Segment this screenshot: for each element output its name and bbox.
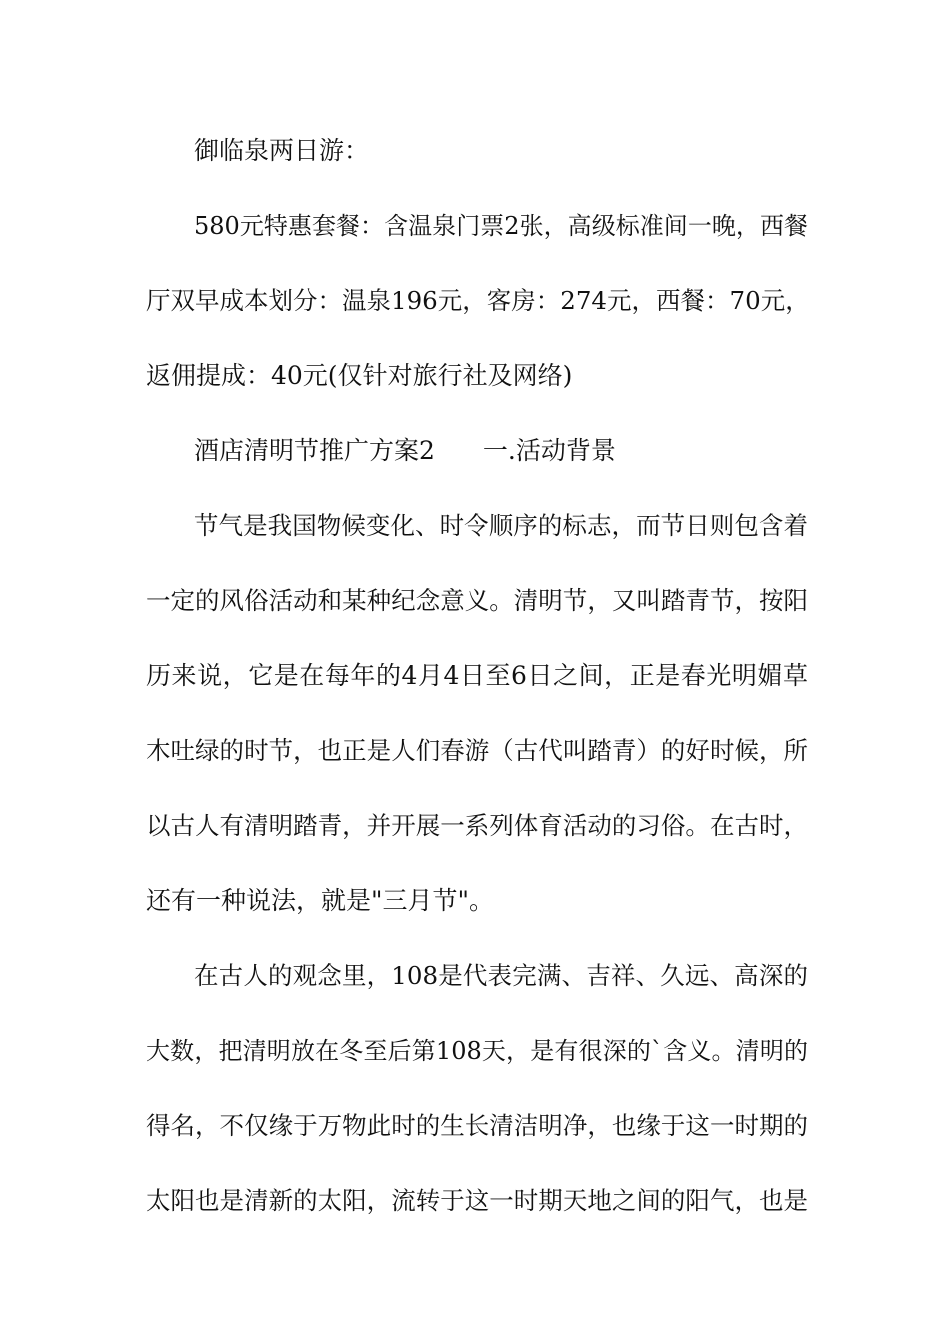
text-line: 太阳也是清新的太阳，流转于这一时期天地之间的阳气，也是: [146, 1186, 808, 1215]
text-line: 在古人的观念里，108是代表完满、吉祥、久远、高深的: [194, 961, 808, 990]
section-title: 一.活动背景: [482, 436, 616, 465]
section-heading-line: [194, 435, 616, 467]
text-line: 厅双早成本划分：温泉196元，客房：274元，西餐：70元，: [146, 286, 810, 315]
text-line: 以古人有清明踏青，并开展一系列体育活动的习俗。在古时，: [146, 811, 808, 840]
text-line: 节气是我国物候变化、时令顺序的标志，而节日则包含着: [194, 511, 808, 540]
trip-heading: 御临泉两日游：: [194, 136, 370, 165]
text-line: 580元特惠套餐：含温泉门票2张，高级标准间一晚，西餐: [194, 212, 808, 240]
text-line: 历来说，它是在每年的4月4日至6日之间，正是春光明媚草: [146, 661, 808, 690]
text-line: 一定的风俗活动和某种纪念意义。清明节，又叫踏青节，按阳: [146, 586, 808, 615]
text-line: 还有一种说法，就是"三月节"。: [146, 886, 494, 915]
text-line: 木吐绿的时节，也正是人们春游（古代叫踏青）的好时候，所: [146, 736, 808, 765]
text-line: 返佣提成：40元(仅针对旅行社及网络): [146, 361, 573, 390]
text-line: 得名，不仅缘于万物此时的生长清洁明净，也缘于这一时期的: [146, 1111, 808, 1140]
plan-title: 酒店清明节推广方案2: [194, 436, 435, 465]
text-line: 大数，把清明放在冬至后第108天，是有很深的`含义。清明的: [146, 1037, 808, 1065]
